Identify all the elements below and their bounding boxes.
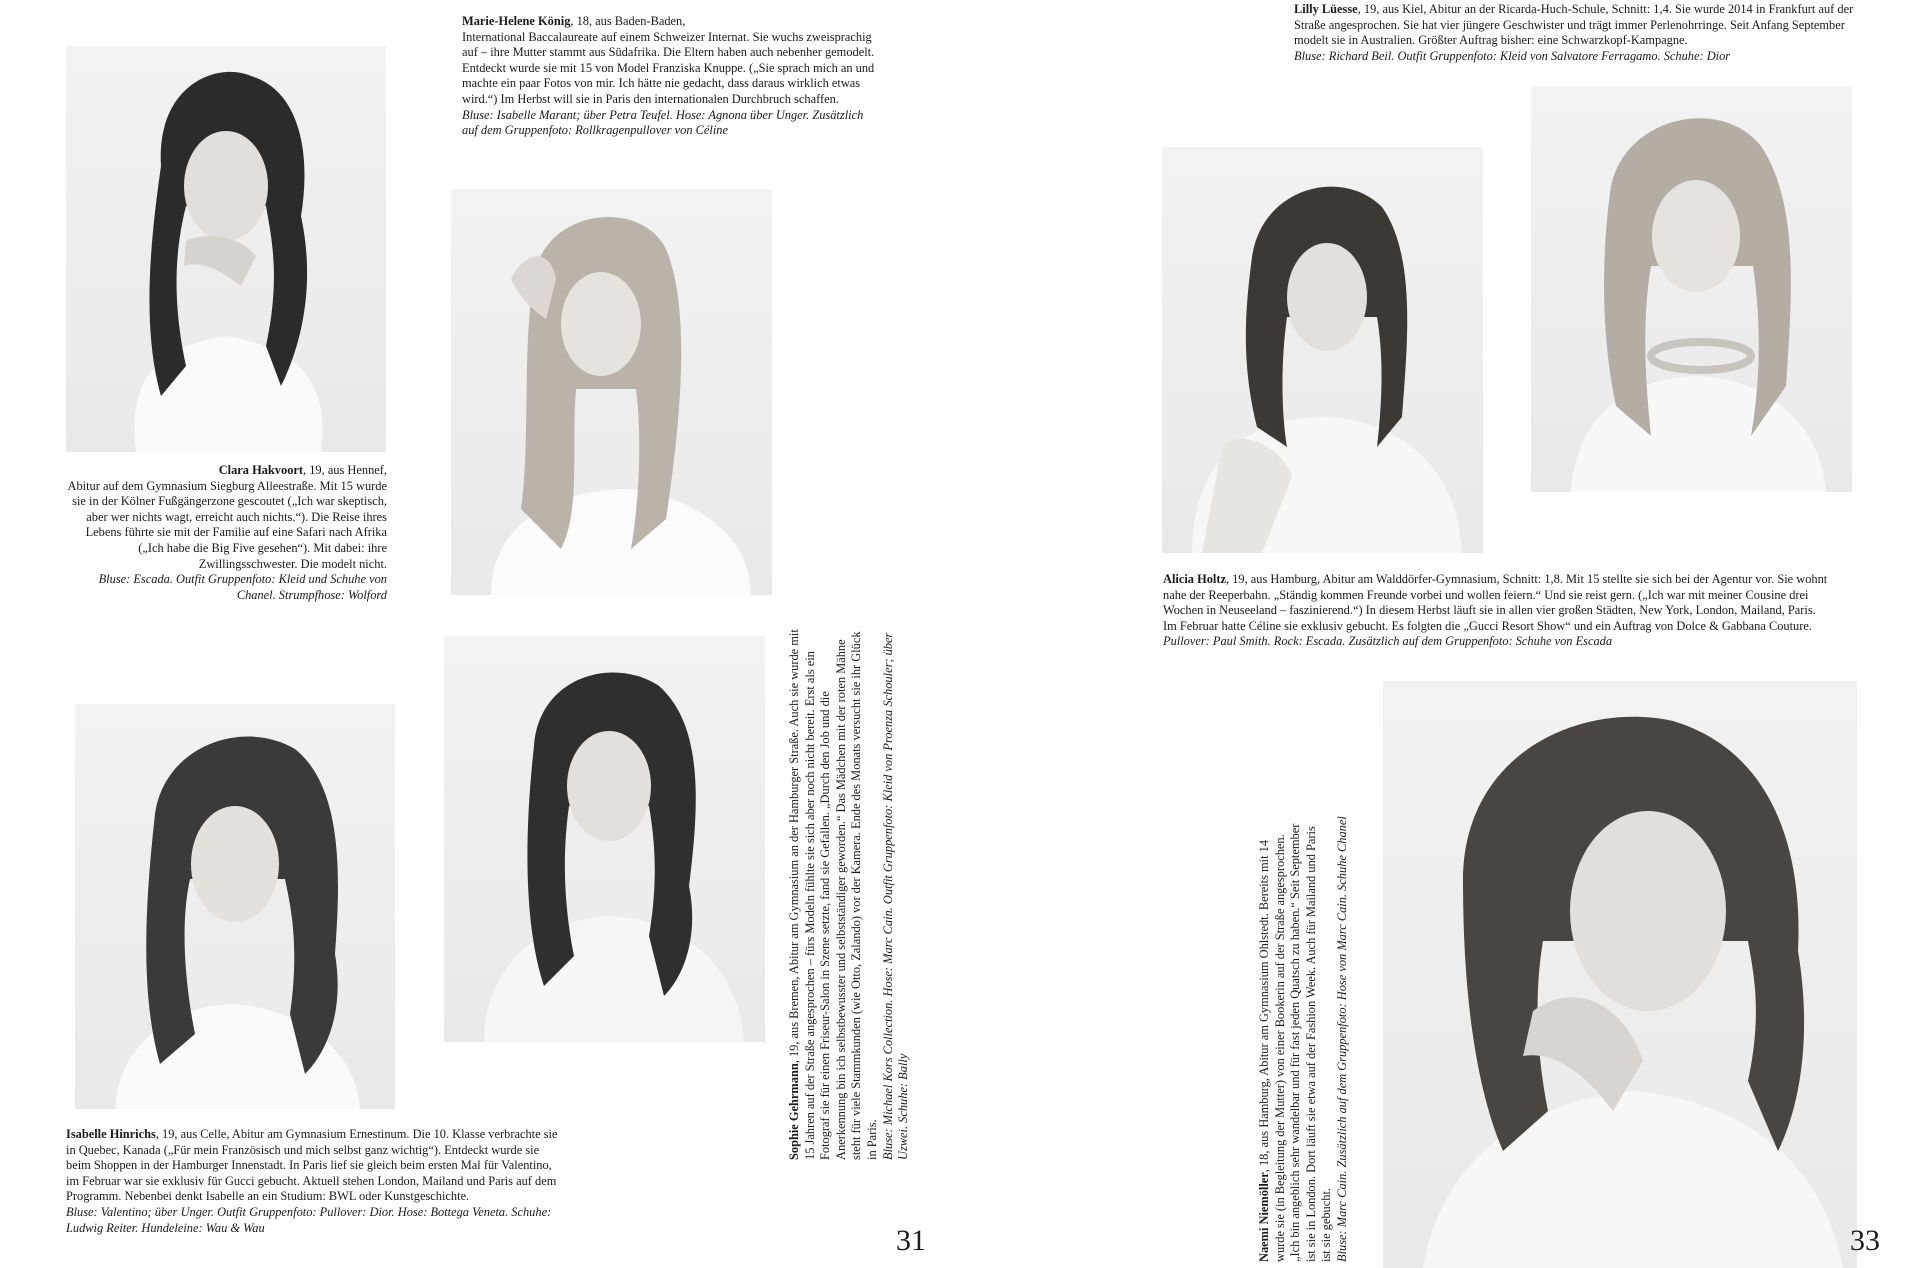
model-intro: , 19, aus Bremen, Abitur am Gymnasium an der Hamburger Straße. xyxy=(787,729,801,1064)
caption-clara xyxy=(66,463,387,603)
caption-sophie xyxy=(787,628,912,1160)
model-credits: Bluse: Valentino; über Unger. Outfit Gruppenfoto: Pullover: Dior. Hose: Bottega Veneta. Schuhe: Ludwig Reiter. Hundeleine: Wau & Wau xyxy=(66,1204,552,1235)
page-number-right: 33 xyxy=(1850,1224,1880,1257)
model-intro: , 19, aus Hamburg, Abitur am Walddörfer-Gymnasium, Schnitt: 1,8. xyxy=(1225,572,1563,586)
model-credits: Bluse: Escada. Outfit Gruppenfoto: Kleid und Schuhe von Chanel. Strumpfhose: Wolford xyxy=(98,572,387,602)
model-name: Sophie Gehrmann xyxy=(787,1063,801,1160)
model-bio: Auch sie wurde mit 15 Jahren auf der Straße angesprochen – fürs Modeln fühlte sie sich aber noch nicht bereit. Erst als ein Fotograf sie für einen Friseur-Salon in Szene setzte, fand sie Gefallen. „Durch den Job und die Anerkennung bin ich selbstbewusster und selbstständiger geworden.“ Das Mädchen mit der roten Mähne steht für viele Stammkunden (wie Otto, Zalando) vor der Kamera. Ende des Monats versucht sie ihr Glück in Paris. xyxy=(787,629,879,1160)
portrait-naemi-niemoeller xyxy=(1383,681,1857,1268)
model-bio: Bereits mit 14 wurde sie (in Begleitung der Mutter) von einer Bookerin auf der Straße angesprochen. „Ich bin angeblich sehr wandelbar und für fast jeden Quatsch zu haben.“ Seit September ist sie in London. Dort läuft sie etwa auf der Fashion Week. Auch für Mailand und Paris ist sie gebucht. xyxy=(1257,823,1334,1262)
model-credits: Bluse: Richard Beil. Outfit Gruppenfoto: Kleid von Salvatore Ferragamo. Schuhe: Dior xyxy=(1294,48,1731,63)
model-credits: Bluse: Isabelle Marant; über Petra Teufel. Hose: Agnona über Unger. Zusätzlich auf dem Gruppenfoto: Rollkragenpullover von Céline xyxy=(462,107,864,138)
model-name: Alicia Holtz xyxy=(1163,572,1226,586)
model-name: Lilly Lüesse xyxy=(1294,2,1358,16)
caption-marie xyxy=(462,14,880,139)
model-name: Isabelle Hinrichs xyxy=(66,1127,156,1141)
model-intro: , 19, aus Celle, Abitur am Gymnasium Ernestinum. xyxy=(155,1127,410,1141)
caption-naemi xyxy=(1257,814,1351,1262)
model-credits: Bluse: Marc Cain. Zusätzlich auf dem Gruppenfoto: Hose von Marc Cain. Schuhe Chanel xyxy=(1334,816,1349,1262)
portrait-clara-hakvoort xyxy=(66,46,386,452)
model-intro: , 18, aus Baden-Baden, xyxy=(570,14,686,28)
model-intro: , 19, aus Hennef, xyxy=(303,463,387,477)
model-credits: Pullover: Paul Smith. Rock: Escada. Zusätzlich auf dem Gruppenfoto: Schuhe von Escada xyxy=(1163,634,1613,649)
caption-alicia xyxy=(1163,572,1831,650)
caption-isabelle xyxy=(66,1127,560,1236)
model-intro: , 18, aus Hamburg, Abitur am Gymnasium Ohlstedt. xyxy=(1257,913,1271,1173)
model-credits: Bluse: Michael Kors Collection. Hose: Marc Cain. Outfit Gruppenfoto: Kleid von Proenza Schouler; über Uzwei. Schuhe: Bally xyxy=(880,632,911,1160)
model-name: Clara Hakvoort xyxy=(218,463,304,477)
model-bio: International Baccalaureate auf einem Schweizer Internat. Sie wuchs zweisprachig auf – ihre Mutter stammt aus Südafrika. Die Eltern haben auch nebenher gemodelt. Entdeckt wurde sie mit 15 von Model Franziska Knuppe. („Sie sprach mich an und machte ein paar Fotos von mir. Ich hätte nie gedacht, dass daraus wirklich etwas wird.“) Im Herbst will sie in Paris den internationalen Durchbruch schaffen. xyxy=(462,29,875,106)
portrait-marie-helene-koenig xyxy=(451,189,772,595)
model-intro: , 19, aus Kiel, Abitur an der Ricarda-Huch-Schule, Schnitt: 1,4. xyxy=(1357,2,1672,16)
model-bio: Mit 15 stellte sie sich bei der Agentur vor. Sie wohnt nahe der Reeperbahn. „Ständig kommen Freunde vorbei und wollen feiern.“ Und sie reist gern. („Ich war mit meiner Cousine drei Wochen in Neuseeland – faszinierend.“) In diesem Herbst läuft sie in allen vier großen Städten, New York, London, Mailand, Paris. Im Februar hatte Céline sie exklusiv gebucht. Es folgten die „Gucci Resort Show“ und ein Auftrag von Dolce & Gabbana Couture. xyxy=(1163,572,1828,633)
model-name: Marie-Helene König xyxy=(462,14,571,28)
model-name: Naemi Niemöller xyxy=(1257,1172,1271,1262)
model-bio: Abitur auf dem Gymnasium Siegburg Alleestraße. Mit 15 wurde sie in der Kölner Fußgängerzone gescoutet („Ich war skeptisch, aber wer nichts wagt, erreicht auch nichts.“). Die Reise ihres Lebens führte sie mit der Familie auf eine Safari nach Afrika („Ich habe die Big Five gesehen“). Mit dabei: ihre Zwillingsschwester. Die modelt nicht. xyxy=(67,478,387,571)
page-number-left: 31 xyxy=(896,1224,926,1257)
caption-lilly xyxy=(1294,2,1876,64)
model-bio: Die 10. Klasse verbrachte sie in Quebec, Kanada („Für mein Französisch und mich selbst ganz wichtig“). Entdeckt wurde sie beim Shoppen in der Hamburger Innenstadt. In Paris lief sie gleich beim ersten Mal für Valentino, im Februar war sie exklusiv für Gucci gebucht. Aktuell stehen London, Mailand und Paris auf dem Programm. Nebenbei denkt Isabelle an ein Studium: BWL oder Kunstgeschichte. xyxy=(66,1127,558,1204)
portrait-isabelle-hinrichs xyxy=(75,704,395,1109)
portrait-sophie-gehrmann xyxy=(444,636,765,1042)
portrait-lilly-lueesse xyxy=(1531,86,1852,492)
portrait-alicia-holtz xyxy=(1162,147,1483,553)
model-bio: Sie wurde 2014 in Frankfurt auf der Straße angesprochen. Sie hat vier jüngere Geschwister und trägt immer Perlenohrringe. Seit Anfang September modelt sie in Australien. Größter Auftrag bisher: eine Schwarzkopf-Kampagne. xyxy=(1294,2,1854,48)
